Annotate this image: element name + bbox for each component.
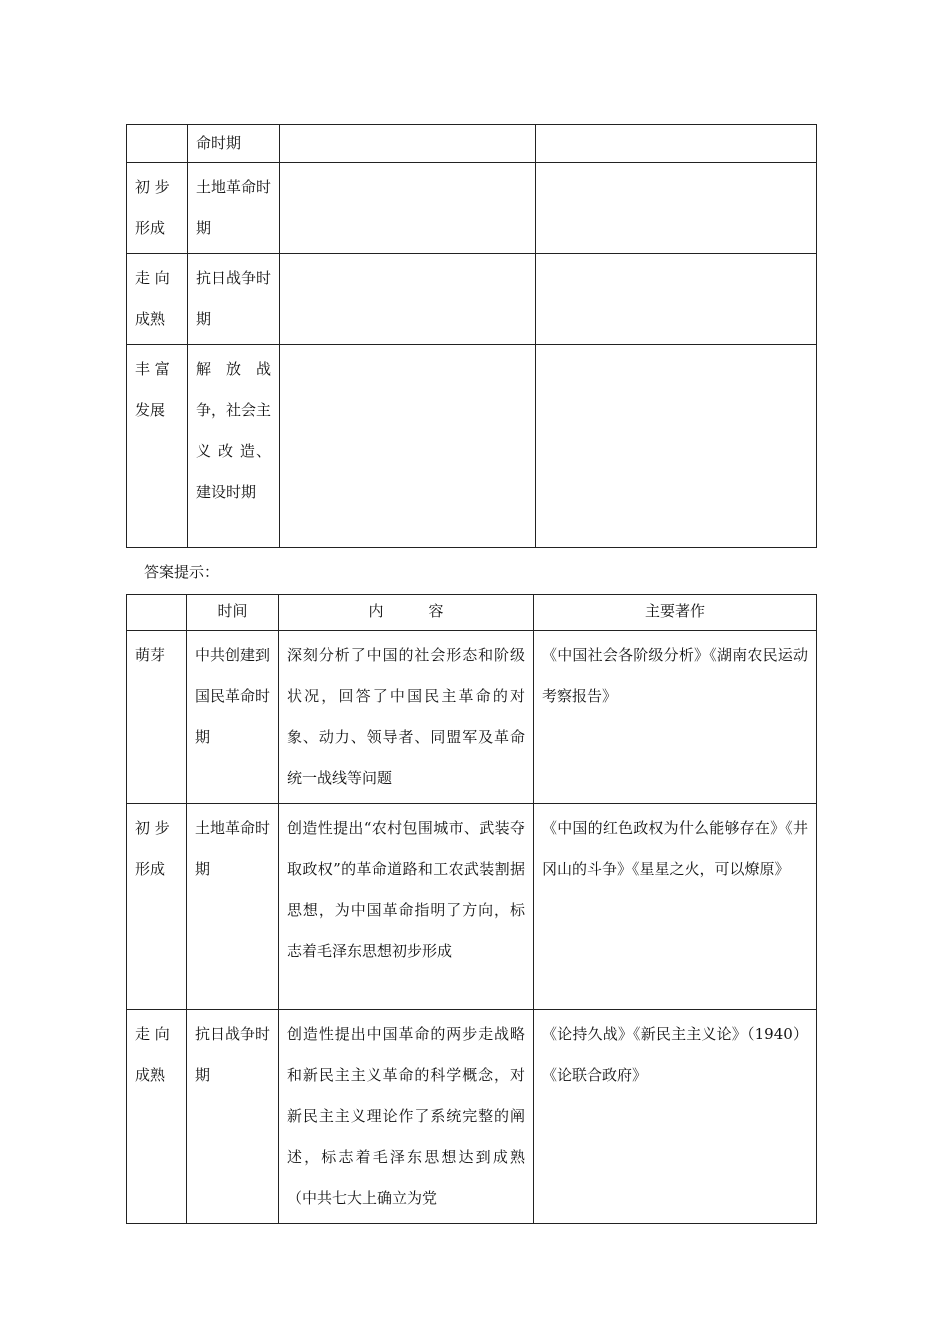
table-row xyxy=(127,163,817,254)
works-cell xyxy=(536,345,817,548)
table-row xyxy=(127,254,817,345)
stage-table-blank xyxy=(126,124,817,548)
answer-caption: 答案提示： xyxy=(144,563,220,581)
header-works: 主要著作 xyxy=(534,595,817,631)
content-cell xyxy=(280,125,536,163)
content-cell: 深刻分析了中国的社会形态和阶级状况，回答了中国民主革命的对象、动力、领导者、同盟军及革命统一战线等问题 xyxy=(279,631,534,804)
time-cell: 抗日战争时期 xyxy=(188,254,280,345)
time-cell: 中共创建到国民革命时期 xyxy=(187,631,279,804)
table-row xyxy=(127,345,817,548)
works-cell xyxy=(536,254,817,345)
table-header-row xyxy=(127,595,817,631)
table-row xyxy=(127,1010,817,1224)
time-cell: 土地革命时期 xyxy=(188,163,280,254)
works-cell: 《中国社会各阶级分析》《湖南农民运动考察报告》 xyxy=(534,631,817,804)
time-cell: 解 放 战 争，社会主 义 改 造、建设时期 xyxy=(188,345,280,548)
content-cell xyxy=(280,254,536,345)
stage-cell xyxy=(127,125,188,163)
time-cell: 土地革命时期 xyxy=(187,804,279,1010)
works-cell xyxy=(536,163,817,254)
time-cell: 命时期 xyxy=(188,125,280,163)
content-cell xyxy=(280,163,536,254)
stage-cell: 丰 富 发展 xyxy=(127,345,188,548)
works-cell: 《论持久战》《新民主主义论》（1940）《论联合政府》 xyxy=(534,1010,817,1224)
works-cell xyxy=(536,125,817,163)
stage-cell: 走 向 成熟 xyxy=(127,254,188,345)
works-cell: 《中国的红色政权为什么能够存在》《井冈山的斗争》《星星之火，可以燎原》 xyxy=(534,804,817,1010)
stage-cell: 走 向 成熟 xyxy=(127,1010,187,1224)
stage-cell: 初 步 形成 xyxy=(127,163,188,254)
stage-cell: 萌芽 xyxy=(127,631,187,804)
content-cell xyxy=(280,345,536,548)
header-stage xyxy=(127,595,187,631)
content-cell: 创造性提出中国革命的两步走战略和新民主主义革命的科学概念，对新民主主义理论作了系统完整的阐述，标志着毛泽东思想达到成熟（中共七大上确立为党 xyxy=(279,1010,534,1224)
table-row xyxy=(127,631,817,804)
content-cell: 创造性提出“农村包围城市、武装夺取政权”的革命道路和工农武装割据思想，为中国革命指明了方向，标志着毛泽东思想初步形成 xyxy=(279,804,534,1010)
time-cell: 抗日战争时期 xyxy=(187,1010,279,1224)
table-row xyxy=(127,804,817,1010)
stage-cell: 初 步 形成 xyxy=(127,804,187,1010)
header-time: 时间 xyxy=(187,595,279,631)
header-content: 内 容 xyxy=(279,595,534,631)
answer-table xyxy=(126,594,817,1224)
table-row xyxy=(127,125,817,163)
